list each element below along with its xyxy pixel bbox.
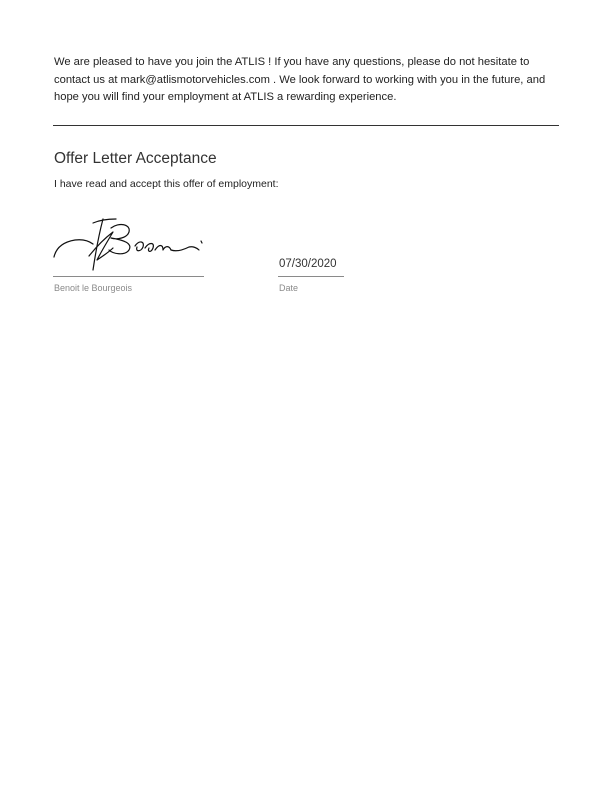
section-divider xyxy=(53,125,559,126)
signature-date: 07/30/2020 xyxy=(279,258,337,270)
handwritten-signature xyxy=(53,210,205,274)
closing-paragraph: We are pleased to have you join the ATLIS ! If you have any questions, please do not hesitate to contact us at mark@atlismotorvehicles.com . We look forward to working with you in the future, and hope you will find your employment at ATLIS a rewarding experience. xyxy=(54,56,546,103)
signature-line xyxy=(53,276,204,277)
date-block xyxy=(278,256,348,300)
signature-block xyxy=(53,210,205,300)
acceptance-heading: Offer Letter Acceptance xyxy=(54,150,217,167)
date-line xyxy=(278,276,344,277)
acceptance-statement: I have read and accept this offer of employment: xyxy=(54,178,279,190)
date-label: Date xyxy=(279,283,299,293)
signer-name: Benoit le Bourgeois xyxy=(54,283,133,293)
